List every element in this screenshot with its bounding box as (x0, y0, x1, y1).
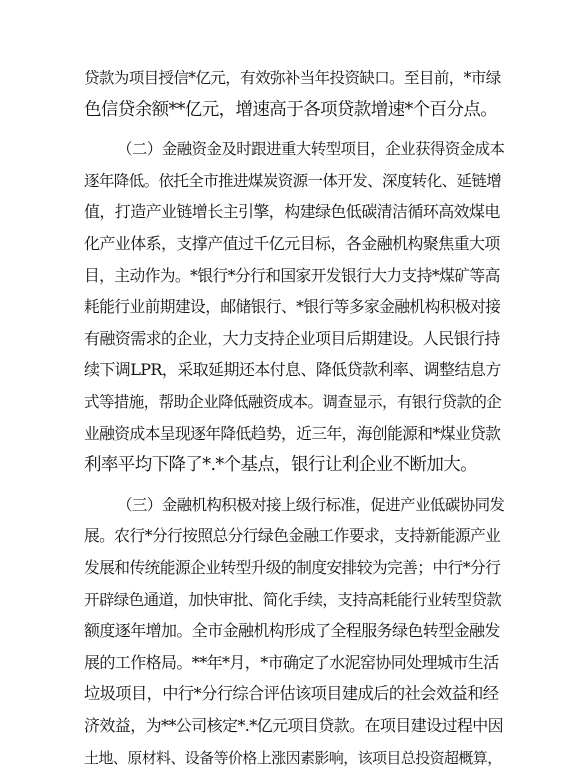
paragraph-line: 土地、原材料、设备等价格上涨因素影响，该项目总投资超概算， (84, 749, 502, 767)
paragraph-line: 续下调LPR，采取延期还本付息、降低贷款利率、调整结息方 (84, 360, 501, 379)
paragraph-line: 耗能行业前期建设，邮储银行、*银行等多家金融机构积极对接 (84, 297, 501, 316)
paragraph-line: 式等措施，帮助企业降低融资成本。调查显示，有银行贷款的企 (84, 393, 502, 411)
paragraph-line: （二）金融资金及时跟进重大转型项目，企业获得资金成本 (117, 140, 504, 158)
paragraph-line: （三）金融机构积极对接上级行标准，促进产业低碳协同发 (117, 496, 504, 514)
paragraph-line: 值，打造产业链增长主引擎，构建绿色低碳清洁循环高效煤电 (84, 202, 500, 221)
paragraph-line: 额度逐年增加。全市金融机构形成了全程服务绿色转型金融发 (84, 621, 500, 640)
paragraph-line: 展的工作格局。**年*月，*市确定了水泥窑协同处理城市生活 (84, 653, 499, 672)
paragraph-line: 开辟绿色通道，加快审批、简化手续，支持高耗能行业转型贷款 (84, 591, 502, 609)
paragraph-line: 化产业体系，支撑产值过千亿元目标，各金融机构聚焦重大项 (84, 234, 500, 253)
paragraph-line: 目，主动作为。*银行*分行和国家开发银行大力支持*煤矿等高 (84, 266, 500, 285)
paragraph-line: 贷款为项目授信*亿元，有效弥补当年投资缺口。至目前，*市绿 (84, 69, 501, 87)
paragraph-line: 济效益，为**公司核定*.*亿元项目贷款。在项目建设过程中因 (84, 716, 504, 735)
paragraph-line: 展。农行*分行按照总分行绿色金融工作要求，支持新能源产业 (84, 526, 501, 545)
paragraph-line: 利率平均下降了*.*个基点，银行让利企业不断加大。 (84, 455, 478, 475)
paragraph-line: 垃圾项目，中行*分行综合评估该项目建成后的社会效益和经 (84, 684, 499, 703)
paragraph-line: 色信贷余额**亿元，增速高于各项贷款增速*个百分点。 (84, 100, 498, 120)
paragraph-line: 发展和传统能源企业转型升级的制度安排较为完善；中行*分行 (84, 558, 501, 577)
paragraph-line: 有融资需求的企业，大力支持企业项目后期建设。人民银行持 (84, 329, 500, 348)
paragraph-line: 业融资成本呈现逐年降低趋势，近三年，海创能源和*煤业贷款 (84, 424, 501, 443)
paragraph-line: 逐年降低。依托全市推进煤炭资源一体开发、深度转化、延链增 (84, 172, 502, 190)
